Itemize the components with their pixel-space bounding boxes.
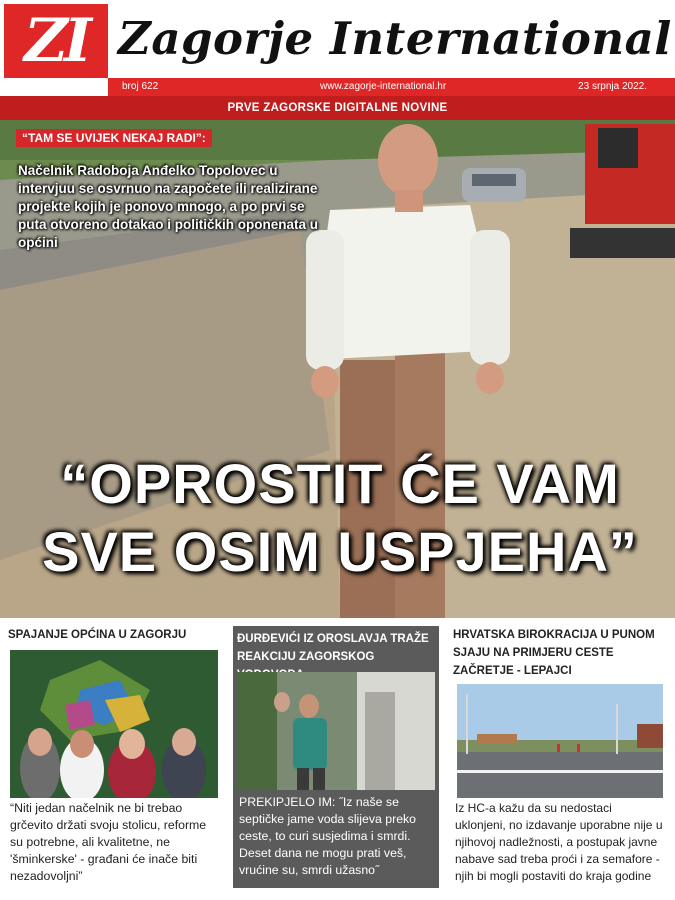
publication-date: 23 srpnja 2022. (578, 81, 647, 92)
story-summary: “Niti jedan načelnik ne bi trebao grčevito držati svoju stolicu, reforme su potrebne, ali kvalitetne, ne 'šminkerske' - građani će inače biti nezadovoljni” (10, 801, 207, 883)
story-card[interactable] (233, 626, 439, 888)
story-card[interactable] (8, 626, 220, 888)
logo[interactable] (4, 4, 108, 78)
cover-lead: Načelnik Radoboja Anđelko Topolovec u intervjuu se osvrnuo na započete ili realizirane projekte kojih je ponovo mnogo, a po prvi se puta otvoreno dotakao i političkih oponenata u općini (18, 163, 319, 250)
cover-story[interactable] (0, 120, 675, 618)
website-link[interactable]: www.zagorje-international.hr (320, 81, 447, 92)
story-photo (457, 684, 663, 798)
issue-number: broj 622 (122, 81, 159, 92)
story-card[interactable] (453, 626, 665, 888)
masthead (0, 0, 675, 78)
story-title: SPAJANJE OPĆINA U ZAGORJU (8, 629, 187, 641)
story-photo (10, 650, 218, 798)
story-summary: Iz HC-a kažu da su nedostaci uklonjeni, no izdavanje uporabne nije u njihovoj nadležnosti, a postupak javne nabave sad treba proći i za semafore - njih bi mogli postaviti do kraja godine (455, 801, 663, 883)
cover-kicker: “TAM SE UVIJEK NEKAJ RADI”: (16, 129, 212, 147)
headline-line-2: SVE OSIM USPJEHA” (42, 520, 638, 583)
tagline: PRVE ZAGORSKE DIGITALNE NOVINE (0, 96, 675, 120)
story-title: HRVATSKA BIROKRACIJA U PUNOM SJAJU NA PRIMJERU CESTE ZAČRETJE - LEPAJCI (453, 629, 655, 677)
headline-line-1: “OPROSTIT ĆE VAM (60, 452, 620, 515)
newspaper-title: Zagorje International (118, 12, 672, 65)
story-photo (237, 672, 435, 790)
info-bar (108, 78, 675, 96)
cover-headline[interactable] (10, 450, 670, 586)
story-title: ĐURĐEVIĆI IZ OROSLAVJA TRAŽE REAKCIJU ZAGORSKOG (237, 633, 429, 663)
story-summary: PREKIPJELO IM: ˝Iz naše se septičke jame voda slijeva preko ceste, to curi susjedima i smrdi. Deset dana ne mogu prati veš, vrućine su, smrdi užasno˝ (239, 795, 417, 877)
logo-text: ZI (24, 6, 88, 76)
